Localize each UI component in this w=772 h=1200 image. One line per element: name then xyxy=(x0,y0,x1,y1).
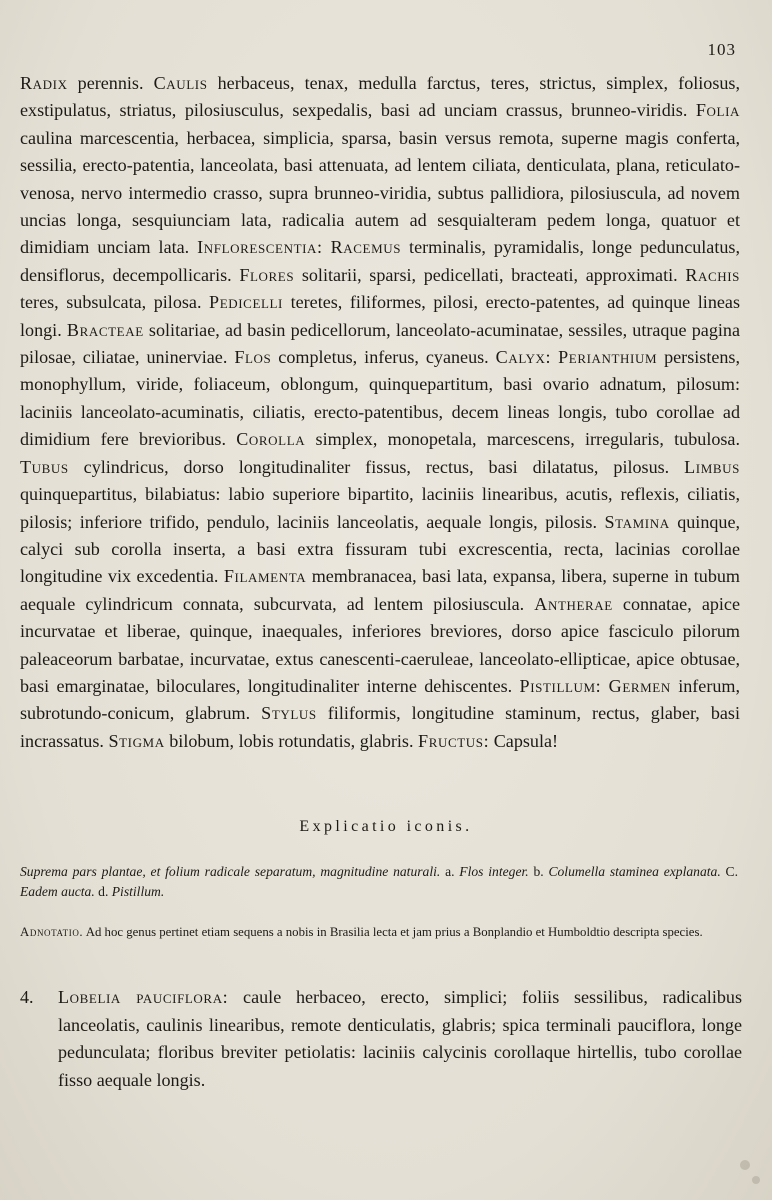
note-label: Adnotatio. xyxy=(20,925,84,939)
term-description: teres, subsulcata, pilosa. xyxy=(20,292,210,313)
term-label: Filamenta xyxy=(223,566,307,587)
term-label: Folia xyxy=(695,100,740,121)
term-label: Inflorescentia: xyxy=(197,237,323,258)
caption-label-d: d. xyxy=(98,883,109,899)
term-label: Stamina xyxy=(604,511,670,532)
term-label: Germen xyxy=(608,675,671,696)
term-label: Rachis xyxy=(685,264,741,285)
term-label: Pedicelli xyxy=(209,292,283,313)
description-paragraph xyxy=(20,70,740,755)
caption-label-a: a. xyxy=(445,864,455,879)
caption-label-b: b. xyxy=(533,864,544,879)
term-label: Fructus: xyxy=(418,730,490,751)
term-description: herbaceus, tenax, medulla farctus, teres, strictus, simplex, foliosus, exstipulatus, striatus, pilosiusculus, sexpedalis, basi ad unciam crassus, brunneo-viridis. xyxy=(20,73,740,121)
term-description: solitariae, ad basin pedicellorum, lanceolato-acuminatae, sessiles, utraque pagina pilosae, ciliatae, uninerviae. xyxy=(20,319,740,368)
caption-label-c: C. xyxy=(725,864,739,879)
page-number: 103 xyxy=(707,40,736,59)
term-label: Tubus xyxy=(20,456,69,477)
term-label: Bracteae xyxy=(66,319,144,340)
caption-text-a: Flos integer. xyxy=(454,864,534,879)
caption-text-c: Eadem aucta. xyxy=(20,883,99,899)
term-description: quinquepartitus, bilabiatus: labio superiore bipartito, laciniis linearibus, acutis, reflexis, ciliatis, pilosis; inferiore trifido, pendulo, laciniis lanceolatis, aequale longis, pilosis. xyxy=(20,484,740,532)
term-label: Limbus xyxy=(684,456,740,477)
term-description: perennis. xyxy=(67,73,154,93)
species-number: 4. xyxy=(20,987,34,1007)
term-description: bilobum, lobis rotundatis, glabris. xyxy=(164,730,419,751)
term-label: Calyx: xyxy=(495,347,552,368)
term-label: Pistillum: xyxy=(519,675,602,696)
term-description: caulina marcescentia, herbacea, simplicia, sparsa, basin versus remota, superne magis conferta, sessilia, erecto-patentia, lanceolata, basi attenuata, ad lentem ciliata, denticulata, plana, reticulato-venosa, nervo intermedio crasso, supra brunneo-viridia, subtus pallidiora, pilosiuscula, ad novem uncias longa, sesquiunciam lata, radicalia autem ad sesquialteram pedem longa, quatuor et dimidiam unciam lata. xyxy=(20,127,740,258)
term-description: solitarii, sparsi, pedicellati, bracteati, approximati. xyxy=(294,264,686,285)
term-description: inferum, subrotundo-conicum, glabrum. xyxy=(20,675,741,724)
section-heading: Explicatio iconis. xyxy=(299,818,473,835)
species-diagnosis xyxy=(58,984,742,1094)
term-label: Racemus xyxy=(330,237,402,258)
figure-caption xyxy=(20,862,738,901)
caption-text-b: Columella staminea explanata. xyxy=(543,864,726,879)
term-description: persistens, monophyllum, viride, foliaceum, oblongum, quinquepartitum, basi ovario adnatum, pilosum: laciniis lanceolato-acuminatis, ciliatis, erecto-patentibus, decem lineas longis, tubo corollae ad dimidium fere brevioribus. xyxy=(20,347,740,450)
species-name: Lobelia pauciflora: xyxy=(58,987,229,1007)
term-description: completus, inferus, cyaneus. xyxy=(271,347,496,368)
term-description: terminalis, pyramidalis, longe pedunculatus, densiflorus, decempollicaris. xyxy=(20,237,740,285)
caption-intro: Suprema pars plantae, et folium radicale separatum, magnitudine naturali. xyxy=(20,864,446,879)
caption-text-d: Pistillum. xyxy=(108,883,165,899)
term-description: teretes, filiformes, pilosi, erecto-patentes, ad quinque lineas longi. xyxy=(20,292,740,340)
term-description xyxy=(323,237,331,257)
annotation-note xyxy=(20,922,738,942)
term-label: Flores xyxy=(239,264,295,285)
term-description: membranacea, basi lata, expansa, libera, superne in tubum aequale cylindricum connata, subcurvata, ad lentem pilosiuscula. xyxy=(20,566,740,614)
term-description: quinque, calyci sub corolla inserta, a basi extra fissuram tubi excrescentia, recta, lacinias corollae longitudine vix excedentia. xyxy=(20,511,741,587)
species-text: caule herbaceo, erecto, simplici; foliis sessilibus, radicalibus lanceolatis, caulinis linearibus, remote denticulatis, glabris; spica terminali pauciflora, longe pedunculata; floribus breviter petiolatis: laciniis calycinis corollaque hirtellis, tubo corollae fisso aequale longis. xyxy=(58,987,742,1090)
term-label: Antherae xyxy=(534,593,613,614)
term-description: cylindricus, dorso longitudinaliter fissus, rectus, basi dilatatus, pilosus. xyxy=(68,456,685,477)
term-label: Stigma xyxy=(108,730,165,751)
term-description: simplex, monopetala, marcescens, irregularis, tubulosa. xyxy=(305,429,740,450)
term-description: filiformis, longitudine staminum, rectus, glaber, basi incrassatus. xyxy=(20,703,740,751)
term-description: Capsula! xyxy=(489,730,559,751)
term-label: Corolla xyxy=(236,429,306,450)
paper-spot xyxy=(740,1160,750,1170)
term-label: Caulis xyxy=(153,73,208,93)
term-label: Flos xyxy=(234,347,272,368)
paper-spot xyxy=(752,1176,760,1184)
term-label: Radix xyxy=(20,73,68,93)
note-text: Ad hoc genus pertinet etiam sequens a nobis in Brasilia lecta et jam prius a Bonplandio et Humboldtio descripta species. xyxy=(83,925,703,939)
term-description: connatae, apice incurvatae et liberae, quinque, inaequales, inferiores breviores, dorso apice fasciculo pilorum paleaceorum barbatae, incurvatae, extus canescenti-caeruleae, lanceolato-ellipticae, apice obtusae, basi emarginatae, biloculares, longitudinaliter interne dehiscentes. xyxy=(20,593,740,696)
species-entry xyxy=(20,984,742,1094)
term-label: Perianthium xyxy=(558,347,658,368)
term-label: Stylus xyxy=(261,703,317,724)
term-description xyxy=(601,676,608,696)
